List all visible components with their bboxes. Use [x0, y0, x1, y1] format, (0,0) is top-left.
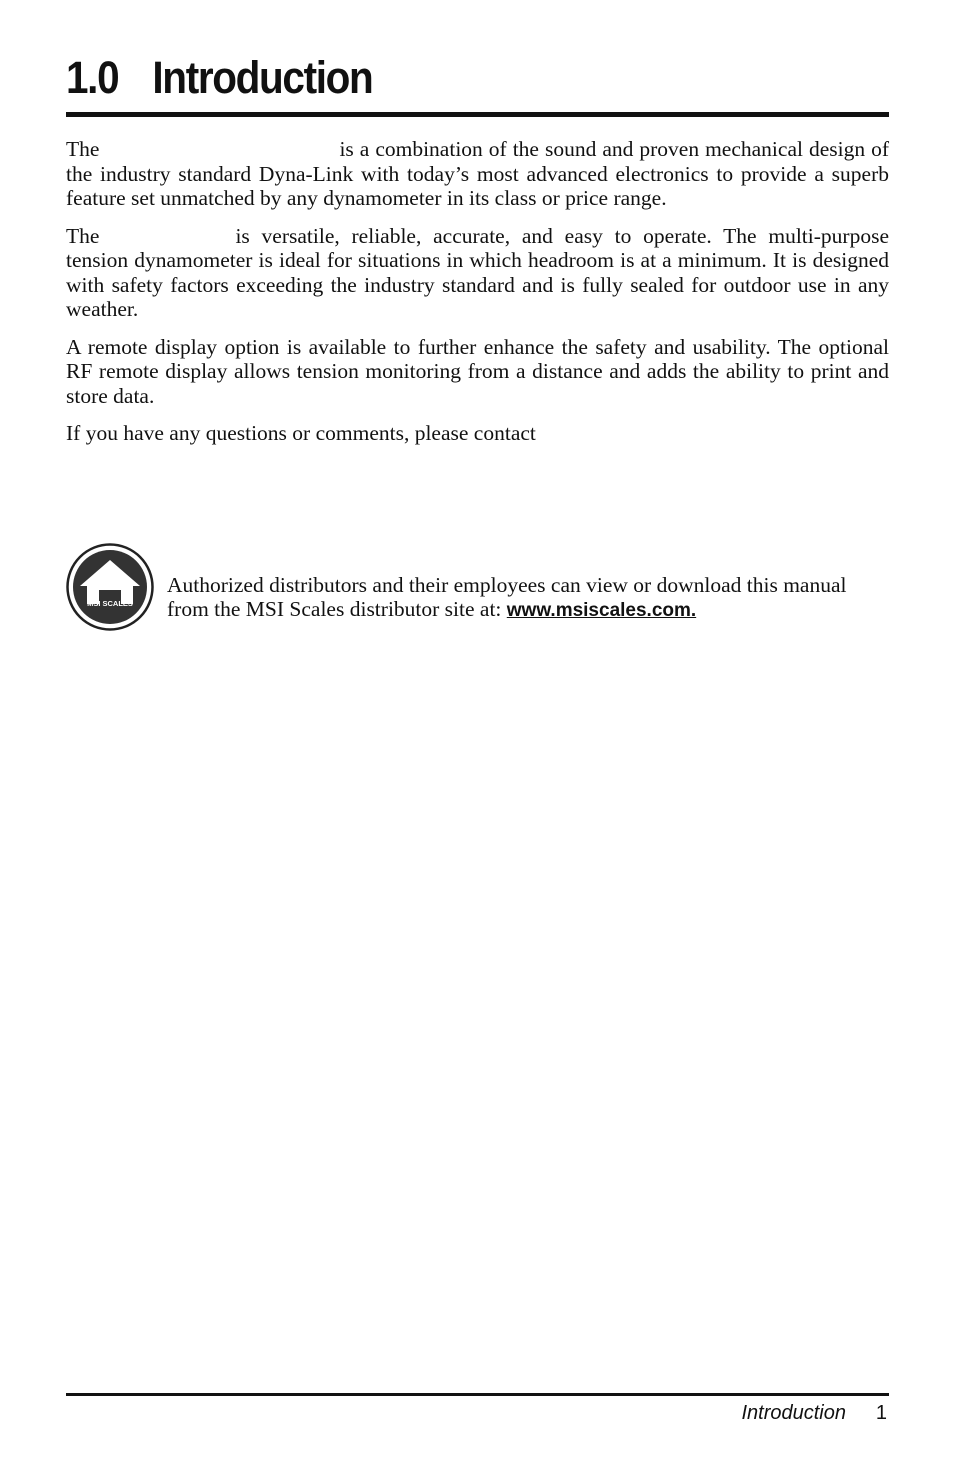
- paragraph-1-rest: is a combination of the sound and proven mechanical design of the industry standard Dyna-Link with today’s most advanced electronics to provide a superb feature set unmatched by any dynamometer in its class or price range.: [66, 137, 889, 210]
- paragraph-4: If you have any questions or comments, please contact: [66, 421, 536, 445]
- msi-home-badge-icon: [66, 543, 154, 631]
- section-number: 1.0: [66, 52, 119, 103]
- callout-text: [167, 573, 889, 623]
- paragraph-1: [66, 137, 889, 211]
- badge-label: MSI SCALES: [87, 599, 133, 608]
- body-text: [66, 137, 889, 459]
- footer-section-name: Introduction: [741, 1402, 846, 1424]
- page-footer: [66, 1400, 889, 1426]
- footer-rule: [66, 1393, 889, 1396]
- paragraph-1-start: The: [66, 137, 100, 161]
- heading-rule: [66, 112, 889, 117]
- distributor-site-link[interactable]: www.msiscales.com.: [506, 600, 697, 621]
- paragraph-3: A remote display option is available to further enhance the safety and usability. The optional RF remote display allows tension monitoring from a distance and adds the ability to print and store data.: [66, 334, 889, 408]
- paragraph-2: [66, 224, 889, 322]
- distributor-callout: [66, 543, 889, 633]
- paragraph-2-start: The: [66, 223, 100, 248]
- callout-message: Authorized distributors and their employees can view or download this manual from the MSI Scales distributor site at:: [167, 573, 847, 621]
- page-heading: [66, 50, 807, 106]
- section-title: Introduction: [152, 52, 373, 103]
- paragraph-2-rest: is versatile, reliable, accurate, and easy to operate. The multi-purpose tension dynamometer is ideal for situations in which headroom is at a minimum. It is designed with safety factors exceeding the industry standard and is fully sealed for outdoor use in any weather.: [66, 223, 889, 321]
- page-number: 1: [875, 1402, 887, 1424]
